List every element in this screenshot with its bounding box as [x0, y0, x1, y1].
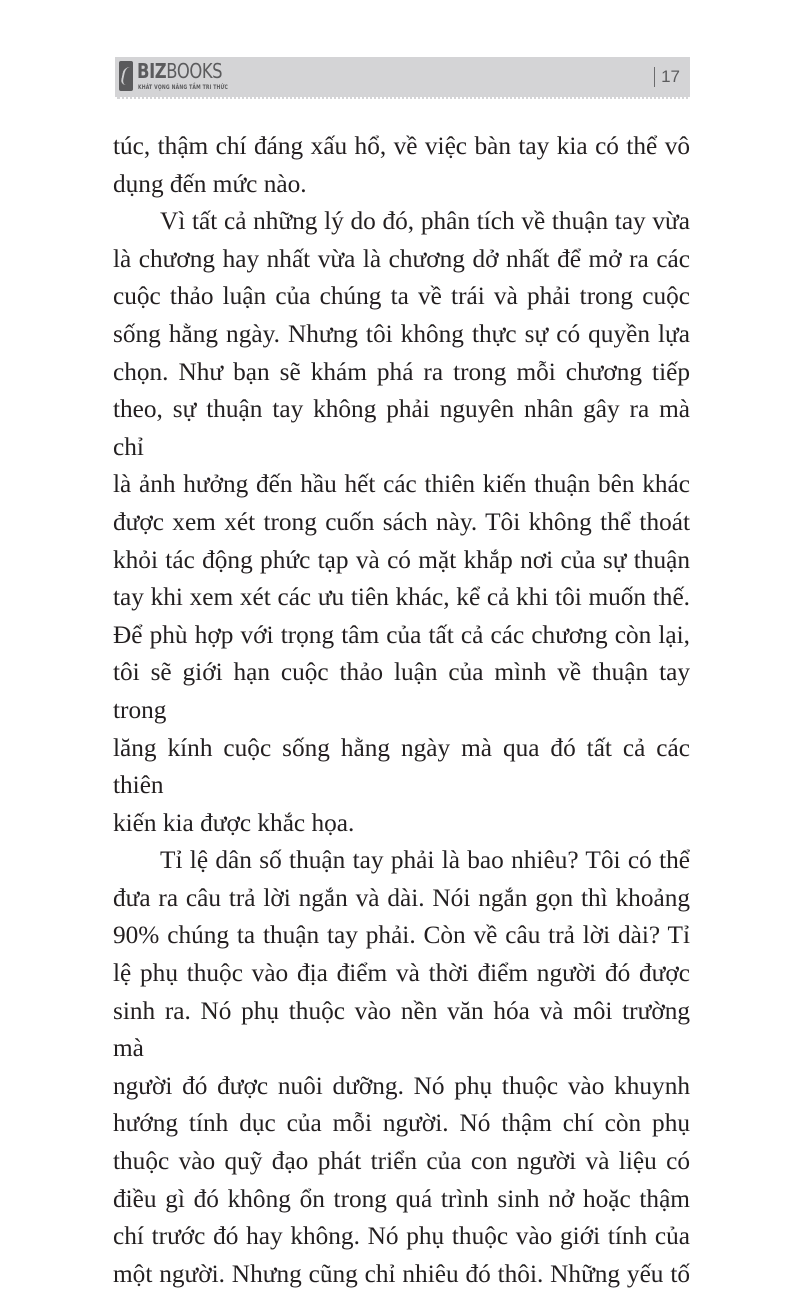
text-line: tôi sẽ giới hạn cuộc thảo luận của mình về thuận tay trong: [113, 658, 690, 724]
bizbooks-logo-icon: [119, 61, 133, 91]
brand-tagline: KHÁT VỌNG NÂNG TẦM TRI THỨC: [138, 84, 229, 91]
text-line: Tỉ lệ dân số thuận tay phải là bao nhiêu? Tôi có thể: [160, 846, 690, 875]
text-line: sống hằng ngày. Nhưng tôi không thực sự có quyền lựa: [113, 319, 690, 348]
text-line: lệ phụ thuộc vào địa điểm và thời điểm người đó được: [113, 959, 690, 988]
text-line: khỏi tác động phức tạp và có mặt khắp nơi của sự thuận: [113, 545, 690, 574]
text-line: Để phù hợp với trọng tâm của tất cả các chương còn lại,: [113, 620, 690, 649]
text-line: đưa ra câu trả lời ngắn và dài. Nói ngắn gọn thì khoảng: [113, 883, 690, 912]
text-line: dụng đến mức nào.: [113, 169, 307, 198]
text-line: được xem xét trong cuốn sách này. Tôi không thể thoát: [113, 507, 690, 536]
text-line: một người. Nhưng cũng chỉ nhiêu đó thôi. Những yếu tố: [113, 1259, 690, 1288]
page-number-divider: [654, 67, 655, 87]
text-line: Vì tất cả những lý do đó, phân tích về thuận tay vừa: [160, 207, 690, 236]
page-number-area: [654, 65, 680, 89]
text-line: 90% chúng ta thuận tay phải. Còn về câu trả lời dài? Tỉ: [113, 921, 690, 950]
brand-name: [137, 59, 222, 83]
text-line: túc, thậm chí đáng xấu hổ, về việc bàn tay kia có thể vô: [113, 132, 690, 160]
page-header: [115, 57, 690, 99]
text-line: lăng kính cuộc sống hằng ngày mà qua đó tất cả các thiên: [113, 733, 690, 800]
text-line: cuộc thảo luận của chúng ta về trái và phải trong cuộc: [113, 282, 690, 311]
text-line: sinh ra. Nó phụ thuộc vào nền văn hóa và môi trường mà: [113, 996, 690, 1063]
text-line: theo, sự thuận tay không phải nguyên nhân gây ra mà chỉ: [113, 395, 690, 461]
page-number: 17: [661, 67, 680, 86]
text-line: người đó được nuôi dưỡng. Nó phụ thuộc vào khuynh: [113, 1071, 690, 1100]
text-line: là chương hay nhất vừa là chương dở nhất để mở ra các: [113, 244, 690, 273]
text-line: thuộc vào quỹ đạo phát triển của con người và liệu có: [113, 1147, 690, 1176]
body-text: [113, 128, 690, 1293]
text-line: chí trước đó hay không. Nó phụ thuộc vào giới tính của: [113, 1222, 690, 1251]
brand-bold: BIZ: [137, 59, 167, 83]
brand-rest: BOOKS: [166, 59, 223, 83]
text-line: là ảnh hưởng đến hầu hết các thiên kiến thuận bên khác: [113, 470, 690, 499]
text-line: chọn. Như bạn sẽ khám phá ra trong mỗi chương tiếp: [113, 357, 690, 386]
text-line: kiến kia được khắc họa.: [113, 808, 355, 837]
text-line: điều gì đó không ổn trong quá trình sinh nở hoặc thậm: [113, 1184, 690, 1213]
text-line: hướng tính dục của mỗi người. Nó thậm chí còn phụ: [113, 1109, 690, 1138]
text-line: tay khi xem xét các ưu tiên khác, kể cả khi tôi muốn thế.: [113, 583, 690, 612]
